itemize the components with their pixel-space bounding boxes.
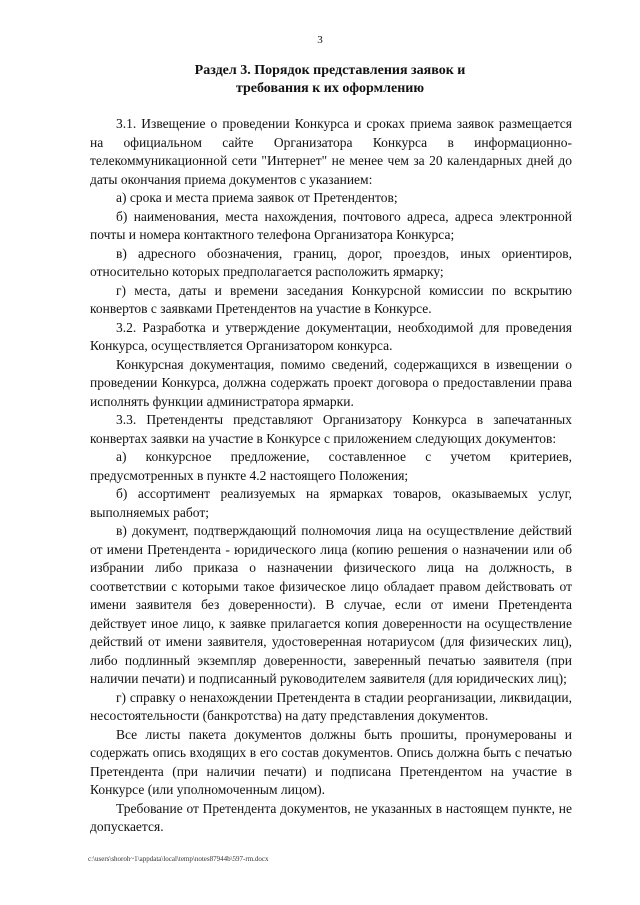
paragraph: г) справку о ненахождении Претендента в стадии реорганизации, ликвидации, несостоятельности (банкротства) на дату представления документов. [90, 689, 572, 723]
paragraph: 3.2. Разработка и утверждение документации, необходимой для проведения Конкурса, осуществляется Организатором конкурса. [90, 319, 572, 353]
paragraph: б) ассортимент реализуемых на ярмарках товаров, оказываемых услуг, выполняемых работ; [90, 486, 572, 520]
paragraph: а) конкурсное предложение, составленное с учетом критериев, предусмотренных в пункте 4.2 настоящего Положения; [90, 449, 572, 483]
footer-file-path: c:\users\shoroh~1\appdata\local\temp\notes87944b\597-rm.docx [88, 855, 269, 863]
section-title-line-1: Раздел 3. Порядок представления заявок и [194, 63, 466, 78]
paragraph: Требование от Претендента документов, не указанных в настоящем пункте, не допускается. [90, 800, 572, 834]
section-title-line-2: требования к их оформлению [235, 81, 425, 96]
page-number: 3 [317, 34, 323, 46]
paragraph: б) наименования, места нахождения, почтового адреса, адреса электронной почты и номера контактного телефона Организатора Конкурса; [90, 208, 572, 242]
paragraph: в) документ, подтверждающий полномочия лица на осуществление действий от имени Претендента - юридического лица (копию решения о назначении или об избрании либо приказа о назначении физического лица на должность, в соответствии с которыми такое физическое лицо обладает правом действовать от имени заявителя без доверенности). В случае, если от имени Претендента действует иное лицо, к заявке прилагается копия доверенности на осуществление действий от имени заявителя, удостоверенная нотариусом (для физических лиц), либо подлинный экземпляр доверенности, заверенный печатью заявителя (при наличии печати) и подписанный руководителем заявителя (для юридических лиц); [90, 523, 572, 686]
paragraph: г) места, даты и времени заседания Конкурсной комиссии по вскрытию конвертов с заявками Претендентов на участие в Конкурсе. [90, 282, 572, 316]
paragraph: в) адресного обозначения, границ, дорог, проездов, иных ориентиров, относительно которых предполагается расположить ярмарку; [90, 245, 572, 279]
paragraph: Конкурсная документация, помимо сведений, содержащихся в извещении о проведении Конкурса, должна содержать проект договора о предоставлении права исполнять функции администратора ярмарки. [90, 356, 572, 409]
paragraph: 3.3. Претенденты представляют Организатору Конкурса в запечатанных конвертах заявки на участие в Конкурсе с приложением следующих документов: [90, 412, 572, 446]
paragraph: 3.1. Извещение о проведении Конкурса и сроках приема заявок размещается на официальном сайте Организатора Конкурса в информационно-телекоммуникационной сети "Интернет" не менее чем за 20 календарных дней до даты окончания приема документов с указанием: [90, 116, 572, 187]
paragraph: Все листы пакета документов должны быть прошиты, пронумерованы и содержать опись входящих в его состав документов. Опись должна быть с печатью Претендента (при наличии печати) и подписана Претендентом на участие в Конкурсе (или уполномоченным лицом). [90, 726, 572, 797]
document-body [90, 115, 572, 837]
paragraph: а) срока и места приема заявок от Претендентов; [116, 190, 398, 205]
section-title [90, 62, 570, 98]
